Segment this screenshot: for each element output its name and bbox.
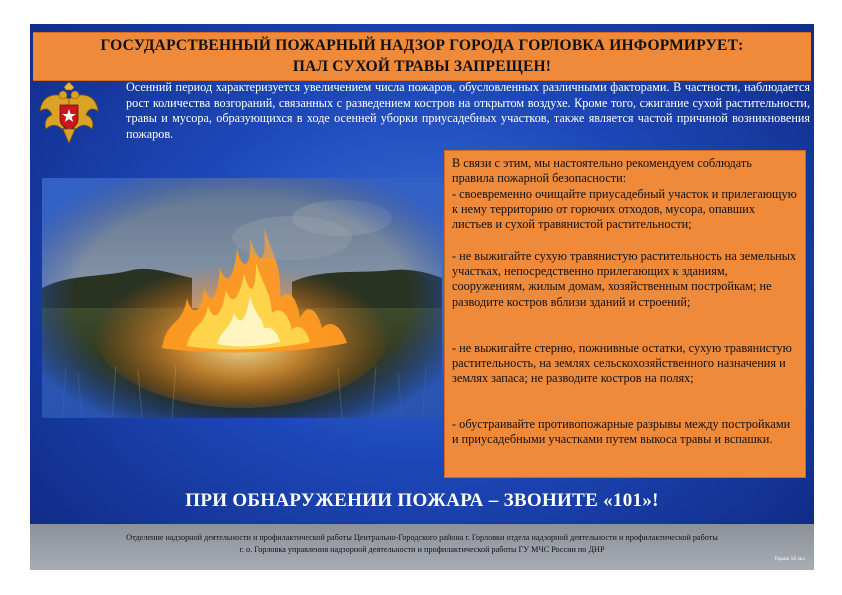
safety-tips-panel (444, 150, 806, 478)
tip-item: - не выжигайте стерню, пожнивные остатки, сухую травянистую растительность, на землях сельскохозяйственного назначения и землях запаса; не разводите костров на полях; (452, 341, 792, 386)
tip-item: - обустраивайте противопожарные разрывы между постройками и приусадебными участками путем выкоса травы и вспашки. (452, 417, 791, 447)
footer-band (30, 524, 814, 570)
tip-item: - не выжигайте сухую травянистую растительность на земельных участках, непосредственно прилегающих к зданиям, сооружениям, жилым домам, хозяйственным постройкам; не разводите костров вблизи зданий и строений; (452, 249, 797, 309)
tips-lead: В связи с этим, мы настоятельно рекомендуем соблюдать правила пожарной безопасности: (452, 156, 752, 186)
poster (30, 24, 814, 570)
intro-paragraph: Осенний период характеризуется увеличением числа пожаров, обусловленных различными факторами. В частности, наблюдается рост количества возгораний, связанных с разведением костров на открытом воздухе. Кроме того, сжигание сухой растительности, травы и мусора, образующихся в ходе осенней уборки приусадебных участков, также является частой причиной возникновения пожаров. (126, 80, 810, 141)
footer-line1: Отделение надзорной деятельности и профилактической работы Центрально-Городского района г. Горловки отдела надзорной деятельности и профилактической работы (126, 533, 718, 542)
header-title-line1: ГОСУДАРСТВЕННЫЙ ПОЖАРНЫЙ НАДЗОР ГОРОДА ГОРЛОВКА ИНФОРМИРУЕТ: (100, 37, 744, 54)
call-to-action: ПРИ ОБНАРУЖЕНИИ ПОЖАРА – ЗВОНИТЕ «101»! (185, 490, 659, 511)
footer-line2: г. о. Горловка управления надзорной деятельности и профилактической работы ГУ МЧС России по ДНР (239, 545, 605, 554)
header-band (33, 32, 811, 81)
emergency-emblem-icon (36, 81, 102, 149)
header-title-line2: ПАЛ СУХОЙ ТРАВЫ ЗАПРЕЩЕН! (292, 58, 552, 75)
print-run: Тираж 50 экз. (774, 556, 806, 562)
tip-item: - своевременно очищайте приусадебный участок и прилегающую к нему территорию от горючих отходов, мусора, опавших листьев и сухой травянистой растительности; (452, 187, 797, 232)
burning-grass-photo (42, 178, 442, 418)
